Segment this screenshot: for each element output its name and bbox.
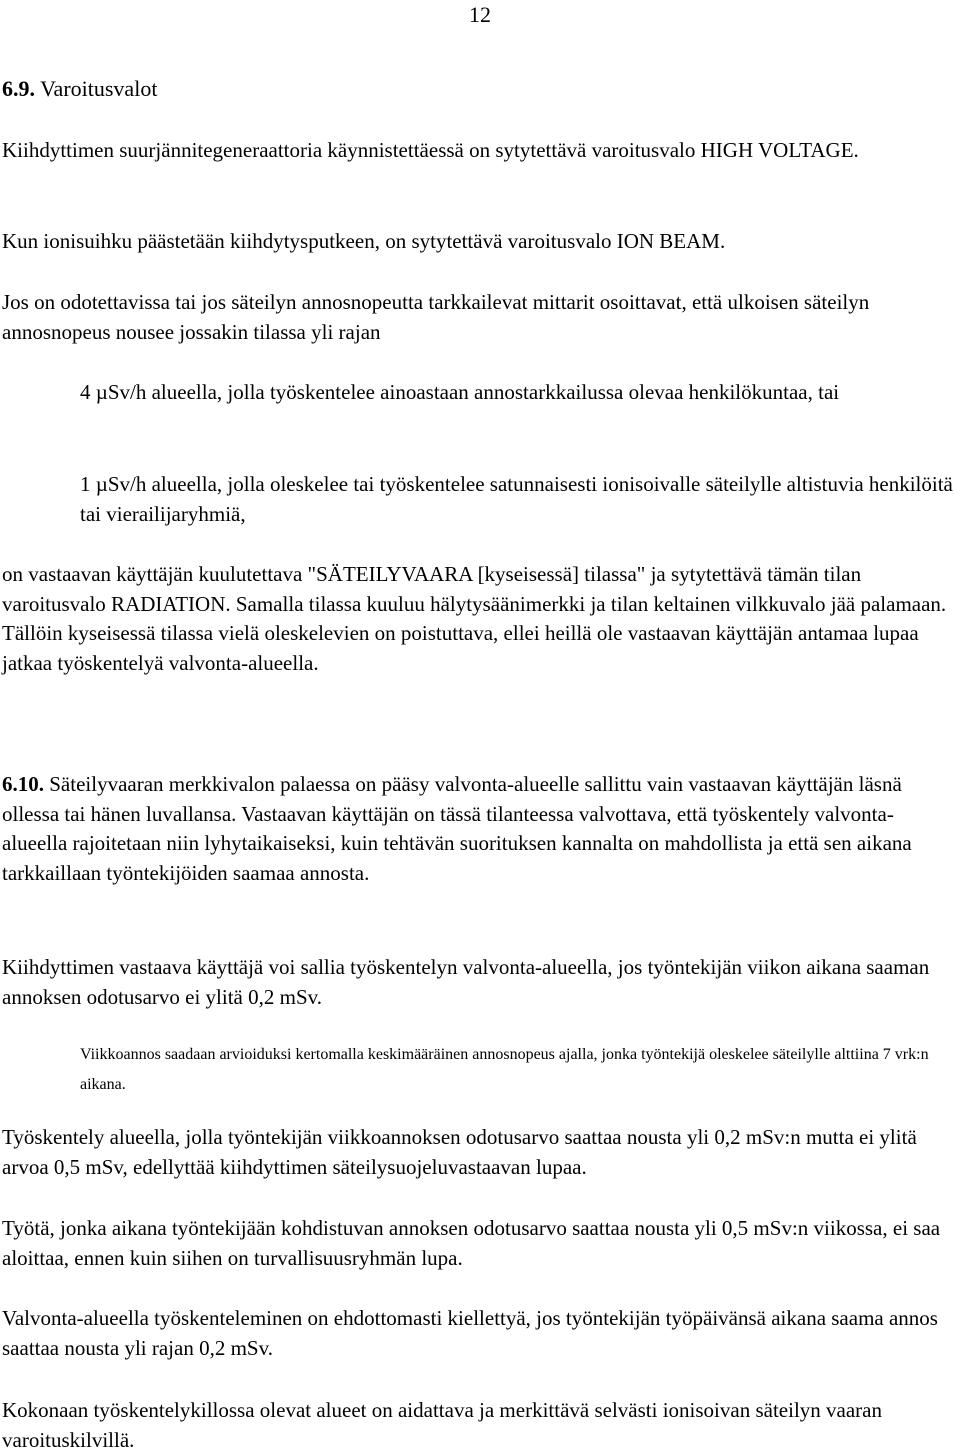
note-weekly-dose: Viikkoannos saadaan arvioiduksi kertomalla keskimääräinen annosnopeus ajalla, jonka työntekijä oleskelee säteilylle alttiina 7 vrk:n aikana. bbox=[80, 1046, 929, 1093]
paragraph-radiation-announcement: on vastaavan käyttäjän kuulutettava "SÄTEILYVAARA [kyseisessä] tilassa" ja sytytettävä tämän tilan varoitusvalo RADIATION. Samalla tilassa kuuluu hälytysäänimerkki ja tilan keltainen vilkkuvalo jää palamaan. Tällöin kyseisessä tilassa vielä oleskelevien on poistuttava, ellei heillä ole vastaavan käyttäjän antamaa lupaa jatkaa työskentelyä valvonta-alueella. bbox=[2, 562, 947, 675]
section-heading-6-9 bbox=[2, 74, 956, 104]
paragraph-safety-group-permit: Työtä, jonka aikana työntekijään kohdistuvan annoksen odotusarvo saattaa nousta yli 0,5 mSv:n viikossa, ei saa aloittaa, ennen kuin siihen on turvallisuusryhmän lupa. bbox=[2, 1216, 941, 1270]
section-number: 6.10. bbox=[2, 772, 44, 796]
page-number: 12 bbox=[469, 2, 491, 27]
list-item-4-usv: 4 µSv/h alueella, jolla työskentelee ainoastaan annostarkkailussa olevaa henkilökuntaa, tai bbox=[80, 380, 840, 404]
list-item-1-usv: 1 µSv/h alueella, jolla oleskelee tai työskentelee satunnaisesti ionisoivalle säteilylle altistuvia henkilöitä tai vierailijaryhmiä, bbox=[80, 472, 953, 526]
paragraph-high-voltage: Kiihdyttimen suurjännitegeneraattoria käynnistettäessä on sytytettävä varoitusvalo HIGH VOLTAGE. bbox=[2, 138, 859, 162]
paragraph-prohibition: Valvonta-alueella työskenteleminen on ehdottomasti kiellettyä, jos työntekijän työpäivänsä aikana saama annos saattaa nousta yli rajan 0,2 mSv. bbox=[2, 1306, 938, 1360]
section-6-10 bbox=[2, 770, 956, 888]
paragraph-rso-permit: Työskentely alueella, jolla työntekijän viikkoannoksen odotusarvo saattaa nousta yli 0,2 mSv:n mutta ei ylitä arvoa 0,5 mSv, edellyttää kiihdyttimen säteilysuojeluvastaavan lupaa. bbox=[2, 1125, 917, 1179]
paragraph-dose-rate-condition: Jos on odotettavissa tai jos säteilyn annosnopeutta tarkkailevat mittarit osoittavat, että ulkoisen säteilyn annosnopeus nousee jossakin tilassa yli rajan bbox=[2, 290, 870, 344]
paragraph-weekly-dose-permit: Kiihdyttimen vastaava käyttäjä voi sallia työskentelyn valvonta-alueella, jos työntekijän viikon aikana saaman annoksen odotusarvo ei ylitä 0,2 mSv. bbox=[2, 955, 930, 1009]
paragraph-fencing: Kokonaan työskentelykillossa olevat alueet on aidattava ja merkittävä selvästi ionisoivan säteilyn vaaran varoituskilvillä. bbox=[2, 1398, 882, 1452]
section-number: 6.9. bbox=[2, 76, 35, 101]
section-title: Varoitusvalot bbox=[40, 76, 158, 101]
paragraph-ion-beam: Kun ionisuihku päästetään kiihdytysputkeen, on sytytettävä varoitusvalo ION BEAM. bbox=[2, 229, 726, 253]
section-text: Säteilyvaaran merkkivalon palaessa on pääsy valvonta-alueelle sallittu vain vastaavan käyttäjän läsnä ollessa tai hänen luvallansa. Vastaavan käyttäjän on tässä tilanteessa valvottava, että työskentely valvonta-alueella rajoitetaan niin lyhytaikaiseksi, kuin tehtävän suorituksen kannalta on mahdollista ja että sen aikana tarkkaillaan työntekijöiden saamaa annosta. bbox=[2, 772, 912, 885]
